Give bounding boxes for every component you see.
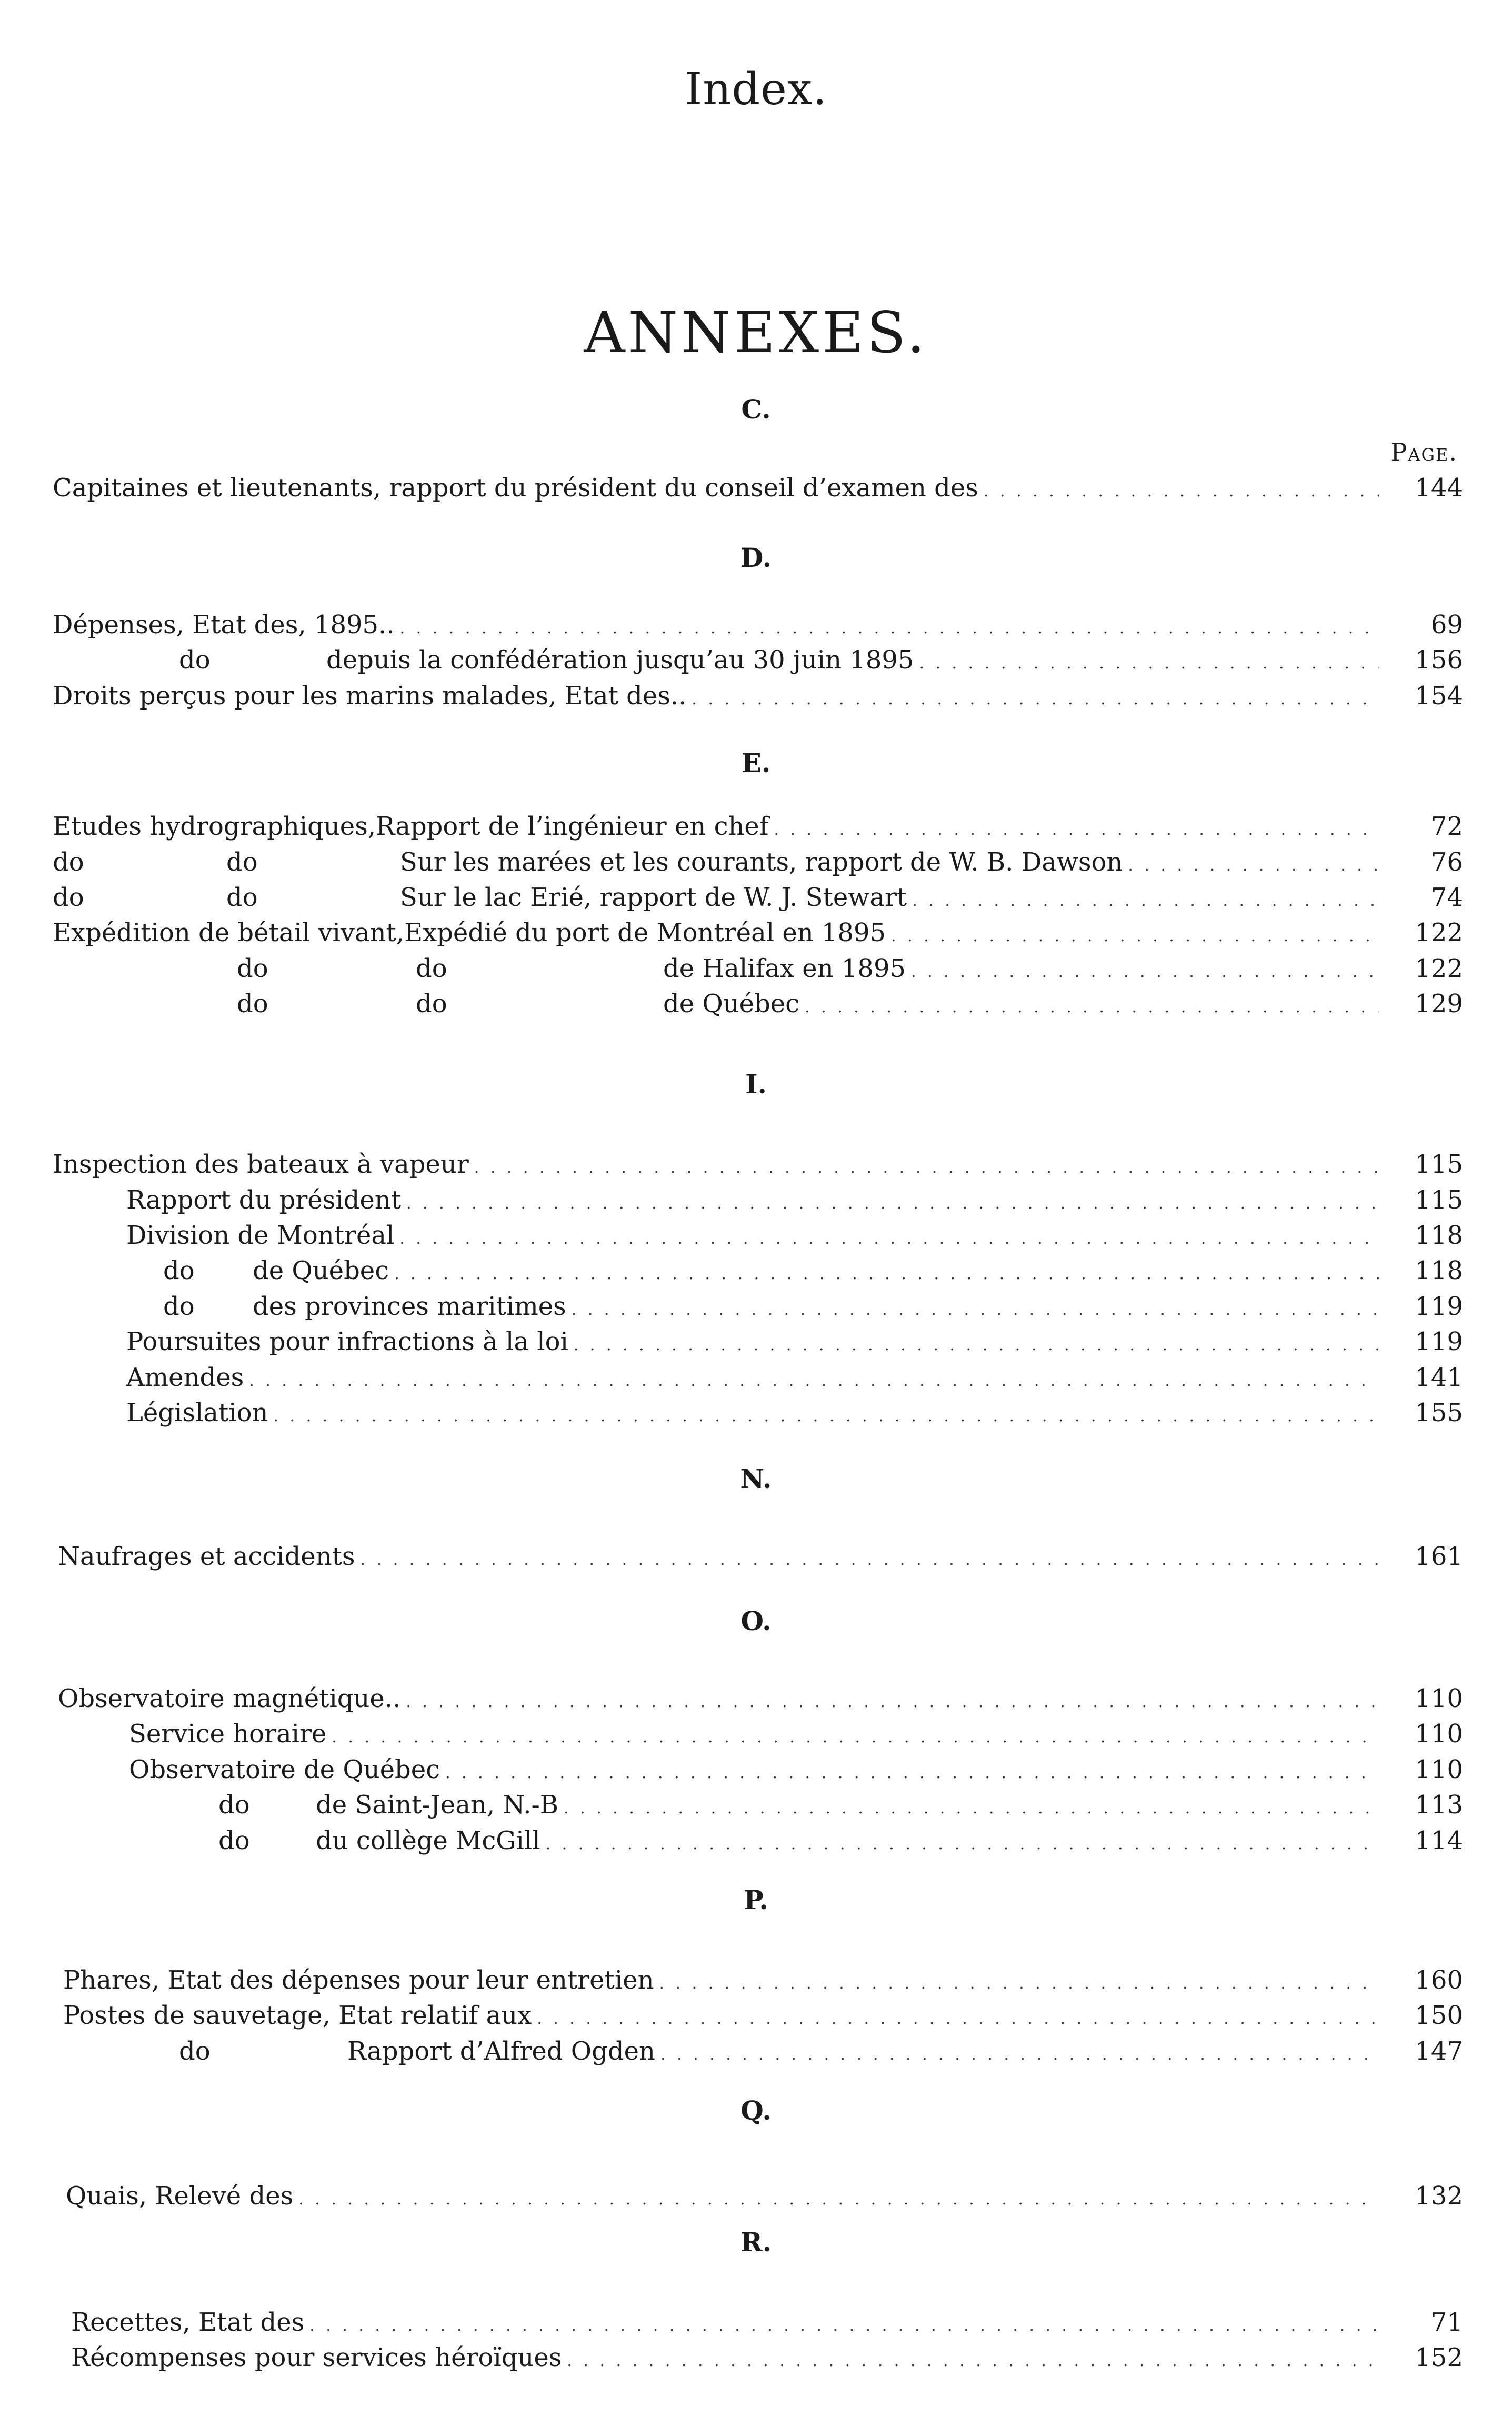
entry-title: Capitaines et lieutenants, rapport du président du conseil d’examen des: [53, 473, 978, 503]
dot-leader: [805, 987, 1379, 1024]
entry-title: Législation: [126, 1398, 268, 1427]
dot-leader: [891, 916, 1379, 953]
entry-ditto-column: do: [416, 989, 447, 1019]
entry-page-number: 155: [1415, 1398, 1463, 1427]
entry-page-number: 150: [1415, 2001, 1463, 2030]
entry-page-number: 160: [1415, 1965, 1463, 1995]
entry-page-number: 76: [1430, 847, 1463, 877]
entry-title: Naufrages et accidents: [58, 1542, 355, 1571]
index-entry: [129, 1788, 1463, 1822]
annexes-heading: ANNEXES.: [584, 300, 928, 366]
entry-ditto-column: do: [218, 1826, 250, 1855]
dot-leader: [309, 2305, 1379, 2343]
entry-title: Rapport du président: [126, 1185, 401, 1215]
entry-title: Poursuites pour infractions à la loi: [126, 1327, 568, 1356]
entry-page-number: 119: [1415, 1292, 1463, 1321]
entry-ditto-column: do: [416, 954, 447, 983]
entry-page-number: 154: [1415, 681, 1463, 711]
entry-title: Inspection des bateaux à vapeur: [53, 1150, 469, 1179]
index-entry: [63, 1999, 1463, 2032]
dot-leader: [574, 1325, 1379, 1362]
index-entry: [129, 1753, 1463, 1786]
dot-leader: [692, 679, 1379, 716]
entry-page-number: 115: [1415, 1150, 1463, 1179]
dot-leader: [912, 881, 1379, 918]
entry-title: Droits perçus pour les marins malades, Etat des..: [53, 681, 687, 711]
entry-page-number: 152: [1415, 2343, 1463, 2372]
entry-title: Amendes: [126, 1363, 244, 1392]
index-entry: [53, 643, 1463, 677]
dot-leader: [406, 1183, 1379, 1221]
index-entry: [63, 1963, 1463, 1997]
entry-ditto-column: do: [53, 847, 84, 877]
section-letter-7: P.: [744, 1884, 768, 1915]
entry-title: Service horaire: [129, 1719, 327, 1749]
entry-page-number: 141: [1415, 1363, 1463, 1392]
index-entry: [53, 679, 1463, 713]
dot-leader: [984, 471, 1379, 508]
entry-title: du collège McGill: [316, 1826, 540, 1855]
entry-ditto-column: Expédition de bétail vivant,: [53, 918, 405, 947]
index-entry: [53, 810, 1463, 843]
entry-title: de Québec: [253, 1256, 389, 1285]
entry-page-number: 129: [1415, 989, 1463, 1019]
entry-page-number: 115: [1415, 1185, 1463, 1215]
dot-leader: [249, 1361, 1379, 1398]
entry-title: Observatoire magnétique..: [58, 1684, 401, 1713]
index-entry: [71, 2341, 1463, 2374]
entry-page-number: 110: [1415, 1684, 1463, 1713]
entry-ditto-column: do: [226, 847, 258, 877]
index-entry: [66, 2179, 1463, 2213]
entry-ditto-column: do: [237, 989, 268, 1019]
index-entry: [71, 2305, 1463, 2339]
entry-ditto-column: do: [163, 1256, 195, 1285]
dot-leader: [564, 1788, 1379, 1825]
index-entry: [129, 1717, 1463, 1751]
index-entry: [126, 1290, 1463, 1323]
entry-title: Postes de sauvetage, Etat relatif aux: [63, 2001, 532, 2030]
index-entry: [126, 1254, 1463, 1287]
dot-leader: [445, 1753, 1379, 1790]
entry-page-number: 110: [1415, 1755, 1463, 1784]
entry-title: de Saint-Jean, N.-B: [316, 1790, 559, 1820]
entry-page-number: 69: [1430, 610, 1463, 640]
dot-leader: [361, 1540, 1379, 1577]
entry-ditto-column: Etudes hydrographiques,: [53, 812, 376, 841]
entry-title: Phares, Etat des dépenses pour leur entretien: [63, 1965, 654, 1995]
section-letter-3: E.: [741, 747, 771, 778]
entry-page-number: 118: [1415, 1221, 1463, 1250]
entry-ditto-column: do: [179, 645, 211, 675]
index-entry: [126, 1219, 1463, 1252]
entry-title: Rapport de l’ingénieur en chef: [376, 812, 769, 841]
index-entry: [53, 608, 1463, 642]
entry-page-number: 110: [1415, 1719, 1463, 1749]
entry-page-number: 161: [1415, 1542, 1463, 1571]
index-entry: [63, 2034, 1463, 2068]
section-letter-5: N.: [740, 1463, 772, 1494]
entry-page-number: 118: [1415, 1256, 1463, 1285]
entry-title: Sur les marées et les courants, rapport de W. B. Dawson: [400, 847, 1123, 877]
index-entry: [58, 1540, 1463, 1573]
index-entry: [126, 1361, 1463, 1394]
section-letter-2: D.: [740, 542, 772, 573]
index-entry: [53, 987, 1463, 1021]
entry-page-number: 122: [1415, 954, 1463, 983]
index-entry: [53, 845, 1463, 879]
dot-leader: [273, 1396, 1379, 1433]
dot-leader: [660, 2034, 1379, 2072]
section-letter-8: Q.: [740, 2095, 772, 2126]
entry-ditto-column: do: [218, 1790, 250, 1820]
entry-ditto-column: do: [179, 2036, 211, 2066]
entry-title: Division de Montréal: [126, 1221, 395, 1250]
entry-title: de Halifax en 1895: [663, 954, 906, 983]
entry-page-number: 72: [1430, 812, 1463, 841]
entry-page-number: 132: [1415, 2181, 1463, 2211]
dot-leader: [332, 1717, 1379, 1754]
entry-page-number: 119: [1415, 1327, 1463, 1356]
index-entry: [126, 1325, 1463, 1359]
dot-leader: [394, 1254, 1379, 1291]
dot-leader: [919, 643, 1379, 681]
entry-page-number: 122: [1415, 918, 1463, 947]
dot-leader: [406, 1682, 1379, 1719]
dot-leader: [567, 2341, 1379, 2378]
entry-title: des provinces maritimes: [253, 1292, 566, 1321]
section-letter-4: I.: [745, 1069, 767, 1100]
entry-title: depuis la confédération jusqu’au 30 juin 1895: [326, 645, 914, 675]
entry-title: Observatoire de Québec: [129, 1755, 440, 1784]
index-entry: [53, 1147, 1463, 1181]
entry-title: Expédié du port de Montréal en 1895: [404, 918, 886, 947]
dot-leader: [572, 1290, 1379, 1327]
dot-leader: [1128, 845, 1379, 883]
entry-title: Rapport d’Alfred Ogden: [347, 2036, 655, 2066]
section-letter-6: O.: [740, 1605, 772, 1636]
entry-title: Recettes, Etat des: [71, 2308, 305, 2337]
entry-page-number: 71: [1430, 2308, 1463, 2337]
index-entry: [129, 1824, 1463, 1858]
entry-page-number: 147: [1415, 2036, 1463, 2066]
dot-leader: [659, 1963, 1379, 2001]
entry-page-number: 114: [1415, 1826, 1463, 1855]
entry-title: Récompenses pour services héroïques: [71, 2343, 562, 2372]
entry-page-number: 74: [1430, 883, 1463, 912]
section-letter-1: C.: [741, 394, 771, 425]
dot-leader: [537, 1999, 1379, 2036]
index-entry: [53, 881, 1463, 914]
index-entry: [53, 471, 1463, 505]
section-letter-9: R.: [740, 2227, 772, 2258]
dot-leader: [774, 810, 1379, 847]
entry-ditto-column: do: [226, 883, 258, 912]
entry-title: Sur le lac Erié, rapport de W. J. Stewart: [400, 883, 907, 912]
dot-leader: [298, 2179, 1379, 2217]
dot-leader: [474, 1147, 1379, 1185]
dot-leader: [546, 1824, 1379, 1861]
entry-ditto-column: do: [237, 954, 268, 983]
dot-leader: [400, 608, 1379, 645]
entry-title: Quais, Relevé des: [66, 2181, 294, 2211]
dot-leader: [399, 1219, 1379, 1256]
entry-page-number: 156: [1415, 645, 1463, 675]
page-title: Index.: [685, 63, 827, 115]
entry-page-number: 144: [1415, 473, 1463, 503]
index-entry: [53, 916, 1463, 950]
page-column-label: Page.: [1390, 438, 1458, 466]
entry-page-number: 113: [1415, 1790, 1463, 1820]
index-entry: [53, 952, 1463, 985]
index-entry: [58, 1682, 1463, 1715]
index-entry: [126, 1183, 1463, 1217]
dot-leader: [911, 952, 1379, 989]
entry-title: Dépenses, Etat des, 1895..: [53, 610, 395, 640]
entry-title: de Québec: [663, 989, 800, 1019]
index-entry: [126, 1396, 1463, 1430]
entry-ditto-column: do: [53, 883, 84, 912]
entry-ditto-column: do: [163, 1292, 195, 1321]
